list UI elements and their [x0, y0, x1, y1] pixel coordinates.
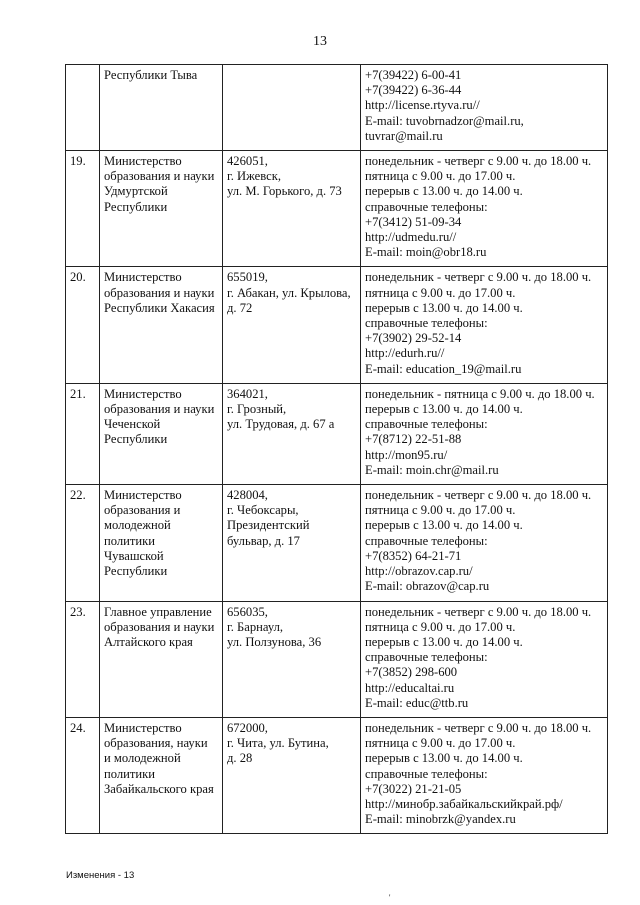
contacts-cell-line: понедельник - пятница с 9.00 ч. до 18.00 ч.: [365, 386, 595, 401]
organization-cell: [100, 65, 223, 151]
contacts-cell-line: http://mon95.ru/: [365, 447, 448, 462]
contacts-cell-line: пятница с 9.00 ч. до 17.00 ч.: [365, 736, 516, 751]
contacts-cell-line: перерыв с 13.00 ч. до 14.00 ч.: [365, 751, 523, 766]
organization-cell-line: Республики Тыва: [104, 68, 198, 82]
row-number-cell: [66, 65, 100, 151]
contacts-cell-line: E-mail: obrazov@cap.ru: [365, 579, 490, 594]
address-cell-line: 428004,: [227, 488, 268, 503]
address-cell-line: ул. Трудовая, д. 67 а: [227, 417, 335, 432]
row-number-cell: 20.: [66, 267, 100, 383]
organization-cell: [100, 383, 223, 484]
organization-cell-line: образования и науки: [104, 285, 215, 300]
address-cell-line: 655019,: [227, 270, 268, 285]
contacts-cell-line: +7(8352) 64-21-71: [365, 548, 462, 563]
organization-cell: [100, 601, 223, 717]
organization-cell-line: Главное управление: [104, 604, 212, 619]
address-cell-line: 672000,: [227, 720, 268, 735]
contacts-cell-line: E-mail: educ@ttb.ru: [365, 695, 469, 710]
contacts-cell-line: пятница с 9.00 ч. до 17.00 ч.: [365, 285, 516, 300]
contacts-cell-line: +7(39422) 6-36-44: [365, 83, 462, 98]
address-cell: [223, 65, 361, 151]
footer-note: Изменения - 13: [66, 870, 135, 881]
contacts-cell-line: +7(3412) 51-09-34: [365, 214, 462, 229]
organization-cell-line: Забайкальского края: [104, 781, 214, 796]
contacts-cell-line: перерыв с 13.00 ч. до 14.00 ч.: [365, 518, 523, 533]
contacts-cell-line: справочные телефоны:: [365, 417, 488, 432]
address-cell-line: г. Грозный,: [227, 402, 287, 417]
contacts-cell-line: E-mail: minobrzk@yandex.ru: [365, 812, 516, 827]
address-cell-line: г. Чита, ул. Бутина,: [227, 736, 329, 751]
contacts-table: [65, 64, 608, 834]
address-cell-line: Президентский: [227, 518, 310, 533]
address-cell-line: д. 72: [227, 300, 253, 315]
table-row: [66, 65, 608, 151]
organization-cell-line: молодежной: [104, 518, 171, 533]
table-row: [66, 267, 608, 383]
contacts-cell-line: tuvrar@mail.ru: [365, 128, 443, 143]
contacts-cell-line: понедельник - четверг с 9.00 ч. до 18.00 ч.: [365, 720, 592, 735]
organization-cell-line: Удмуртской: [104, 184, 168, 199]
contacts-cell-line: http://obrazov.cap.ru/: [365, 564, 473, 579]
organization-cell-line: Республики: [104, 432, 168, 447]
organization-cell-line: политики: [104, 766, 155, 781]
contacts-cell-line: справочные телефоны:: [365, 316, 488, 331]
row-number-cell: 23.: [66, 601, 100, 717]
contacts-cell-line: http://udmedu.ru//: [365, 230, 457, 245]
contacts-cell-line: пятница с 9.00 ч. до 17.00 ч.: [365, 619, 516, 634]
organization-cell: [100, 485, 223, 601]
organization-cell-line: образования и науки: [104, 169, 215, 184]
address-cell-line: 364021,: [227, 386, 268, 401]
row-number-cell: 24.: [66, 717, 100, 833]
address-cell-line: г. Абакан, ул. Крылова,: [227, 285, 351, 300]
contacts-cell-line: понедельник - четверг с 9.00 ч. до 18.00 ч.: [365, 154, 592, 169]
contacts-cell-line: перерыв с 13.00 ч. до 14.00 ч.: [365, 634, 523, 649]
contacts-cell-line: перерыв с 13.00 ч. до 14.00 ч.: [365, 184, 523, 199]
row-number-cell: 21.: [66, 383, 100, 484]
address-cell-line: 426051,: [227, 154, 268, 169]
organization-cell-line: Министерство: [104, 488, 182, 503]
organization-cell: [100, 151, 223, 267]
contacts-cell: [361, 485, 608, 601]
contacts-cell-line: E-mail: education_19@mail.ru: [365, 361, 522, 376]
contacts-cell-line: http://license.rtyva.ru//: [365, 98, 480, 113]
contacts-cell: [361, 717, 608, 833]
table-row: [66, 485, 608, 601]
page-number: 13: [313, 34, 327, 49]
contacts-cell-line: понедельник - четверг с 9.00 ч. до 18.00 ч.: [365, 604, 592, 619]
contacts-table-body: [66, 65, 608, 834]
address-cell-line: г. Барнаул,: [227, 619, 284, 634]
organization-cell-line: Алтайского края: [104, 634, 193, 649]
row-number-cell: 22.: [66, 485, 100, 601]
contacts-cell-line: справочные телефоны:: [365, 533, 488, 548]
address-cell-line: г. Ижевск,: [227, 169, 281, 184]
address-cell-line: ул. Ползунова, 36: [227, 634, 322, 649]
organization-cell-line: Министерство: [104, 154, 182, 169]
contacts-cell-line: E-mail: moin.chr@mail.ru: [365, 462, 499, 477]
organization-cell: [100, 717, 223, 833]
organization-cell-line: образования и: [104, 503, 181, 518]
contacts-cell-line: понедельник - четверг с 9.00 ч. до 18.00 ч.: [365, 488, 592, 503]
table-row: [66, 717, 608, 833]
contacts-cell-line: +7(39422) 6-00-41: [365, 68, 462, 82]
address-cell: [223, 383, 361, 484]
address-cell: [223, 267, 361, 383]
address-cell-line: ул. М. Горького, д. 73: [227, 184, 342, 199]
organization-cell: [100, 267, 223, 383]
bottom-mark: ': [389, 893, 391, 902]
organization-cell-line: Министерство: [104, 720, 182, 735]
address-cell: [223, 717, 361, 833]
organization-cell-line: образования и науки: [104, 402, 215, 417]
address-cell: [223, 151, 361, 267]
contacts-cell-line: +7(3022) 21-21-05: [365, 781, 462, 796]
contacts-cell-line: пятница с 9.00 ч. до 17.00 ч.: [365, 503, 516, 518]
contacts-cell: [361, 267, 608, 383]
contacts-cell-line: http://edurh.ru//: [365, 346, 445, 361]
contacts-cell-line: справочные телефоны:: [365, 650, 488, 665]
table-row: [66, 601, 608, 717]
organization-cell-line: Министерство: [104, 270, 182, 285]
organization-cell-line: Республики: [104, 199, 168, 214]
organization-cell-line: и молодежной: [104, 751, 181, 766]
address-cell-line: бульвар, д. 17: [227, 533, 300, 548]
contacts-cell-line: E-mail: moin@obr18.ru: [365, 245, 487, 260]
table-row: [66, 151, 608, 267]
contacts-cell-line: справочные телефоны:: [365, 766, 488, 781]
contacts-cell: [361, 151, 608, 267]
contacts-cell: [361, 383, 608, 484]
organization-cell-line: Чеченской: [104, 417, 161, 432]
table-row: [66, 383, 608, 484]
contacts-cell-line: перерыв с 13.00 ч. до 14.00 ч.: [365, 300, 523, 315]
organization-cell-line: Чувашской: [104, 548, 164, 563]
organization-cell-line: образования и науки: [104, 619, 215, 634]
contacts-cell-line: +7(3902) 29-52-14: [365, 331, 462, 346]
address-cell-line: 656035,: [227, 604, 268, 619]
contacts-cell-line: понедельник - четверг с 9.00 ч. до 18.00 ч.: [365, 270, 592, 285]
organization-cell-line: Министерство: [104, 386, 182, 401]
contacts-cell-line: http://минобр.забайкальскийкрай.рф/: [365, 796, 563, 811]
organization-cell-line: образования, науки: [104, 736, 208, 751]
organization-cell-line: политики: [104, 533, 155, 548]
organization-cell-line: Республики: [104, 564, 168, 579]
address-cell-line: г. Чебоксары,: [227, 503, 299, 518]
contacts-cell-line: E-mail: tuvobrnadzor@mail.ru,: [365, 113, 524, 128]
address-cell: [223, 485, 361, 601]
organization-cell-line: Республики Хакасия: [104, 300, 215, 315]
contacts-cell-line: +7(3852) 298-600: [365, 665, 458, 680]
contacts-cell-line: справочные телефоны:: [365, 199, 488, 214]
row-number-cell: 19.: [66, 151, 100, 267]
contacts-cell-line: перерыв с 13.00 ч. до 14.00 ч.: [365, 402, 523, 417]
contacts-cell-line: http://educaltai.ru: [365, 680, 455, 695]
contacts-cell: [361, 65, 608, 151]
contacts-cell-line: +7(8712) 22-51-88: [365, 432, 462, 447]
contacts-cell: [361, 601, 608, 717]
contacts-cell-line: пятница с 9.00 ч. до 17.00 ч.: [365, 169, 516, 184]
address-cell: [223, 601, 361, 717]
address-cell-line: д. 28: [227, 751, 253, 766]
